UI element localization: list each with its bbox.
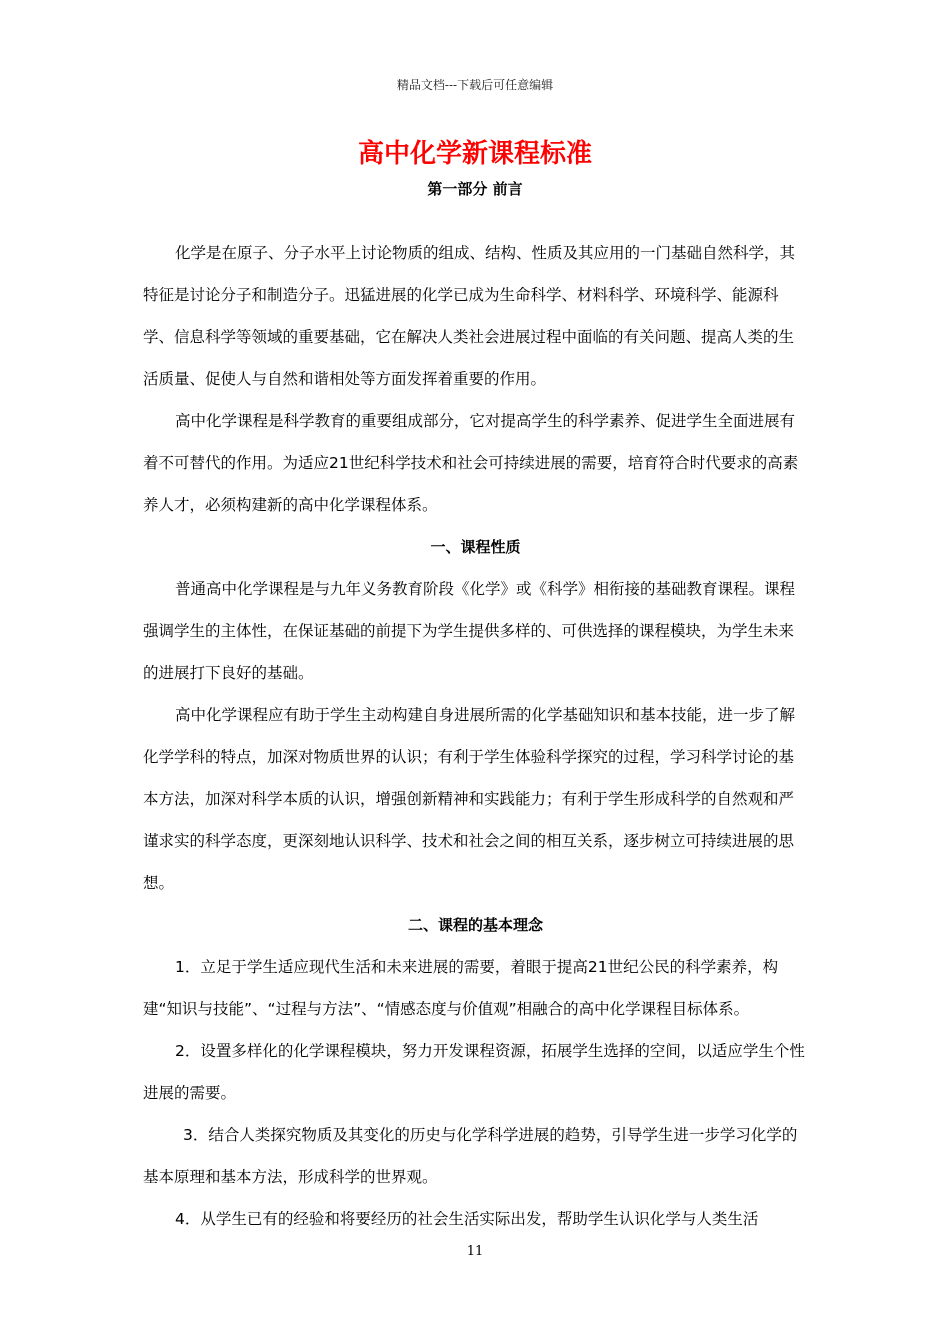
concept-item-4: 4．从学生已有的经验和将要经历的社会生活实际出发，帮助学生认识化学与人类生活 xyxy=(175,1210,759,1228)
nature-paragraph-2: 高中化学课程应有助于学生主动构建自身进展所需的化学基础知识和基本技能，进一步了解化学学科的特点，加深对物质世界的认识；有利于学生体验科学探究的过程，学习科学讨论的基本方法，加深对科学本质的认识，增强创新精神和实践能力；有利于学生形成科学的自然观和严谨求实的科学态度，更深刻地认识科学、技术和社会之间的相互关系，逐步树立可持续进展的思想。 xyxy=(143,706,796,892)
header-note: 精品文档---下载后可任意编辑 xyxy=(396,78,554,92)
part-title: 第一部分 前言 xyxy=(427,180,523,198)
concept-item-3: 3．结合人类探究物质及其变化的历史与化学科学进展的趋势，引导学生进一步学习化学的基本原理和基本方法，形成科学的世界观。 xyxy=(143,1126,798,1186)
document-body xyxy=(143,232,808,1240)
concept-item-1: 1．立足于学生适应现代生活和未来进展的需要，着眼于提高21世纪公民的科学素养，构建“知识与技能”、“过程与方法”、“情感态度与价值观”相融合的高中化学课程目标体系。 xyxy=(143,958,779,1018)
concept-item-2: 2．设置多样化的化学课程模块，努力开发课程资源，拓展学生选择的空间，以适应学生个性进展的需要。 xyxy=(143,1042,805,1102)
intro-paragraph-1: 化学是在原子、分子水平上讨论物质的组成、结构、性质及其应用的一门基础自然科学，其特征是讨论分子和制造分子。迅猛进展的化学已成为生命科学、材料科学、环境科学、能源科学、信息科学等领域的重要基础，它在解决人类社会进展过程中面临的有关问题、提高人类的生活质量、促使人与自然和谐相处等方面发挥着重要的作用。 xyxy=(143,244,796,388)
intro-paragraph-2: 高中化学课程是科学教育的重要组成部分，它对提高学生的科学素养、促进学生全面进展有着不可替代的作用。为适应21世纪科学技术和社会可持续进展的需要，培育符合时代要求的高素养人才，必须构建新的高中化学课程体系。 xyxy=(143,412,799,514)
section-heading-nature: 一、课程性质 xyxy=(430,538,521,556)
nature-paragraph-1: 普通高中化学课程是与九年义务教育阶段《化学》或《科学》相衔接的基础教育课程。课程强调学生的主体性，在保证基础的前提下为学生提供多样的、可供选择的课程模块，为学生未来的进展打下良好的基础。 xyxy=(143,580,796,682)
document-title: 高中化学新课程标准 xyxy=(357,139,592,169)
page-number: 11 xyxy=(466,1244,484,1259)
section-heading-concepts: 二、课程的基本理念 xyxy=(407,916,543,934)
